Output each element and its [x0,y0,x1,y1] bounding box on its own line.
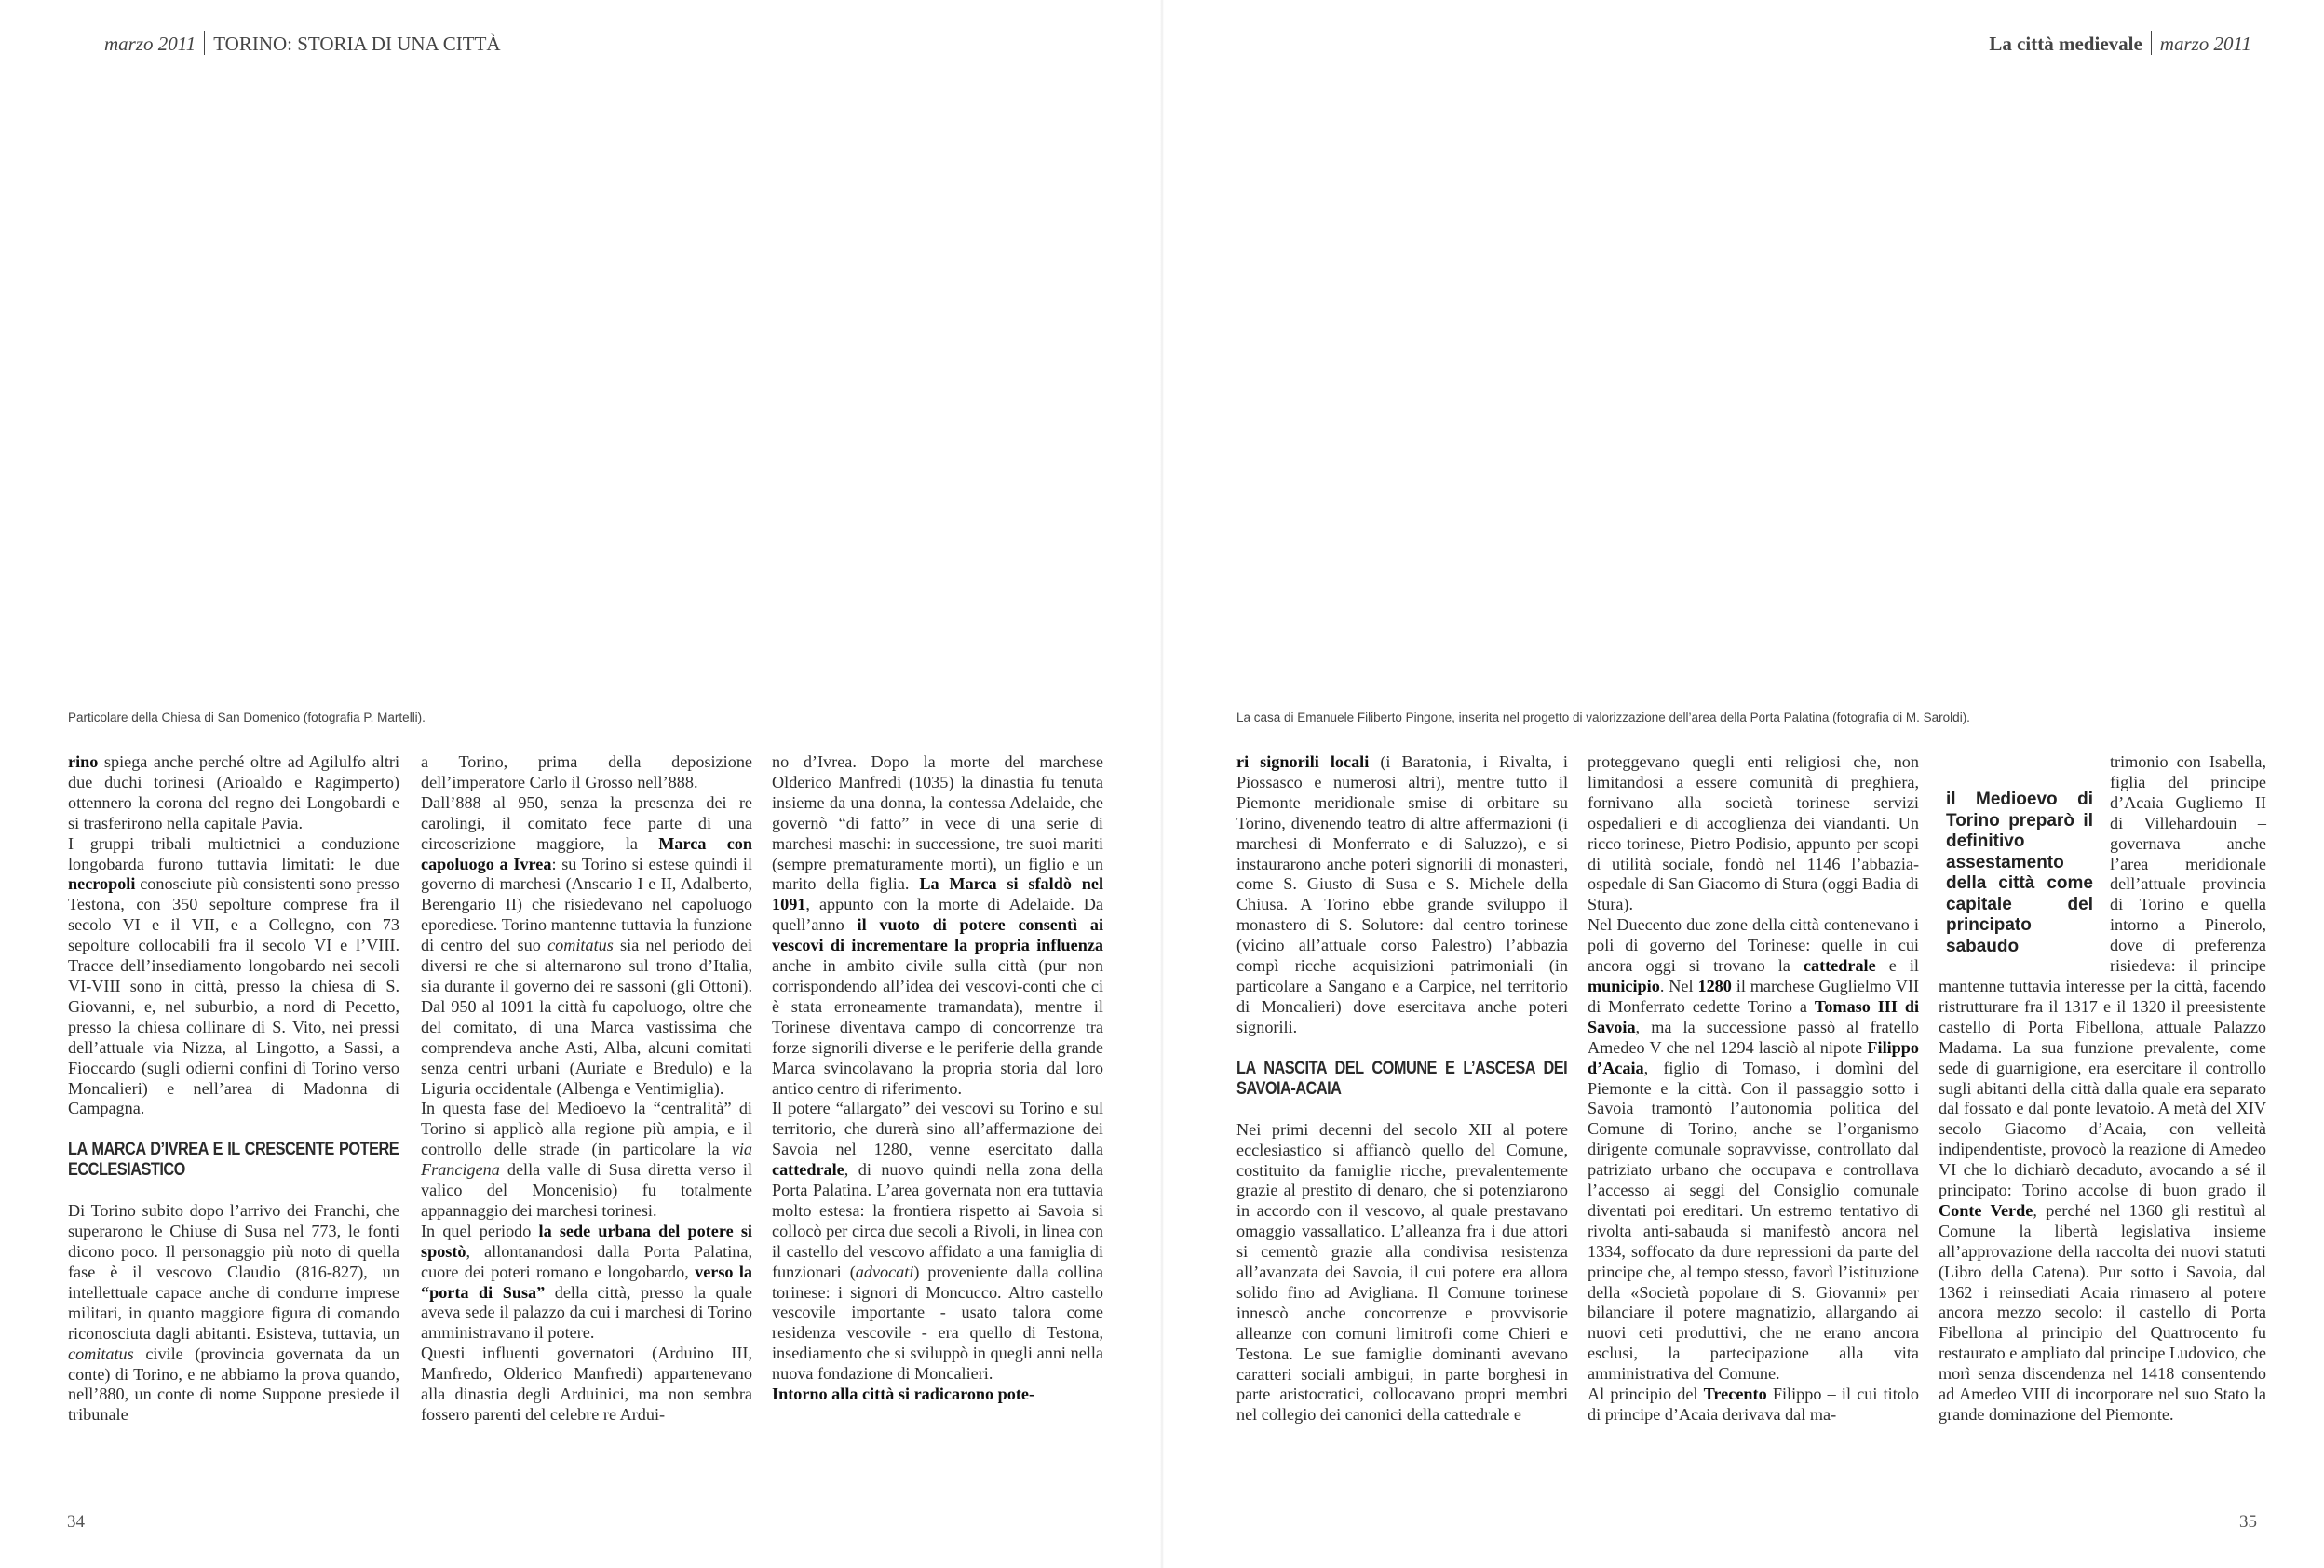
pull-quote: il Medioevo di Torino preparò il definitivo assestamento della città come capitale del principato sabaudo [1946,790,2093,956]
publication-title: TORINO: STORIA DI UNA CITTÀ [213,33,501,55]
emphasis: 1280 [1697,976,1732,995]
text-column-1 [68,752,399,1426]
text-column-3 [772,752,1103,1405]
paragraph: ri signorili locali (i Baratonia, i Rivalta, i Piossasco e numerosi altri), mentre tutto il Piemonte meridionale smise di orbitare su Torino, divenendo teatro di altre affermazioni (i marchesi di Monferrato e di Saluzzo), e si instaurarono anche poteri signorili di monasteri, come S. Giusto di Susa e S. Michele della Chiusa. A Torino ebbe grande sviluppo il monastero di S. Solutore: dal centro torinese (vicino all’attuale corso Palestro) l’abbazia compì ricche acquisizioni patrimoniali (in particolare a Sangano e a Carpice, nel territorio di Moncalieri) dove esercitava anche poteri signorili. [1236,752,1568,1036]
paragraph: proteggevano quegli enti religiosi che, non limitandosi a essere comunità di preghiera, fornivano alla società torinese servizi ospedalieri e di accoglienza dei viandanti. Un ricco torinese, Pietro Podisio, appunto per scopi di utilità sociale, fondò nel 1146 l’abbazia-ospedale di San Giacomo di Stura (oggi Badia di Stura). [1588,752,1919,914]
photo-caption: La casa di Emanuele Filiberto Pingone, inserita nel progetto di valorizzazione dell’area della Porta Palatina (fotografia di M. Saroldi). [1236,710,1970,724]
running-head-left [104,31,501,56]
photo-casa-pingone [1223,67,2261,700]
emphasis: Marca con capoluogo a Ivrea [421,833,752,873]
section-heading: LA MARCA D’IVREA E IL CRESCENTE POTERE ECCLESIASTICO [68,1140,399,1181]
emphasis: ri signorili locali [1236,752,1370,771]
page-number: 34 [67,1512,85,1532]
italic-term: comitatus [68,1344,134,1363]
section-heading: LA NASCITA DEL COMUNE E L’ASCESA DEI SAVOIA-ACAIA [1236,1058,1568,1099]
paragraph: no d’Ivrea. Dopo la morte del marchese Olderico Manfredi (1035) la dinastia fu tenuta insieme da una donna, la contessa Adelaide, che governò “di fatto” in vece di una serie di marchesi maschi: in successione, tre suoi mariti (sempre prematuramente morti), un figlio e un marito della figlia. La Marca si sfaldò nel 1091, appunto con la morte di Adelaide. Da quell’anno il vuoto di potere consentì ai vescovi di incrementare la propria influenza anche in ambito civile sulla città (pur non corrispondendo all’idea dei vescovi-conti che ci è stata erroneamente tramandata), mentre il Torinese diventava campo di concorrenze tra forze signorili diverse e le periferie della grande Marca svincolavano la propria storia dal loro antico centro di riferimento. [772,752,1104,1098]
page-number: 35 [2239,1512,2257,1532]
italic-term: comitatus [547,936,614,955]
emphasis: la sede urbana del potere si spostò [421,1221,752,1261]
issue-date: marzo 2011 [2159,33,2251,55]
emphasis: necropoli [68,874,136,894]
emphasis: rino [68,752,99,771]
divider [204,31,205,55]
paragraph: In quel periodo la sede urbana del potere si spostò, allontanandosi dalla Porta Palatina, cuore dei poteri romano e longobardo, verso la “porta di Susa” della città, presso la quale aveva sede il palazzo da cui i marchesi di Torino amministravano il potere. [421,1221,753,1343]
paragraph: Di Torino subito dopo l’arrivo dei Franchi, che superarono le Chiuse di Susa nel 773, le fonti dicono poco. Il personaggio più noto di quella fase è il vescovo Claudio (816-827), un intellettuale capace anche di condurre imprese militari, in quanto maggiore figura di comando riconosciuta dagli abitanti. Esisteva, tuttavia, un comitatus civile (provincia governata da un conte) di Torino, e ne abbiamo la prova quando, nell’880, un conte di nome Suppone presiede il tribunale [68,1201,399,1425]
right-page [1162,0,2324,1568]
running-head-right [1989,31,2251,56]
emphasis: verso la “porta di Susa” [421,1262,753,1302]
text-column-2 [1588,752,1919,1426]
emphasis: il vuoto di potere consentì ai vescovi di incrementare la propria influenza [772,915,1104,955]
emphasis: municipio [1588,976,1660,995]
paragraph: In questa fase del Medioevo la “centralità” di Torino si applicò alla regione più ampia, e il controllo delle strade (in particolare la via Francigena della valle di Susa diretta verso il valico del Moncenisio) fu totalmente appannaggio dei marchesi torinesi. [421,1099,752,1220]
photo-caption: Particolare della Chiesa di San Domenico (fotografia P. Martelli). [68,710,426,724]
emphasis: Intorno alla città si radicarono pote- [772,1385,1035,1404]
paragraph: a Torino, prima della deposizione dell’imperatore Carlo il Grosso nell’888. [421,752,752,791]
emphasis: Filippo d’Acaia [1588,1037,1919,1077]
paragraph: rino spiega anche perché oltre ad Agilulfo altri due duchi torinesi (Arioaldo e Ragimperto) ottennero la corona del regno dei Longobardi e si trasferirono nella capitale Pavia. [68,752,399,832]
paragraph: Nel Duecento due zone della città contenevano i poli di governo del Torinese: quelle in cui ancora oggi si trovano la cattedrale e il municipio. Nel 1280 il marchese Guglielmo VII di Monferrato cedette Torino a Tomaso III di Savoia, ma la successione passò al fratello Amedeo V che nel 1294 lasciò al nipote Filippo d’Acaia, figlio di Tomaso, i domìni del Piemonte e la città. Con il passaggio sotto i Savoia tramontò l’autonomia politica del Comune di Torino, anche se l’organismo dirigente comunale sopravvisse, controllato dal patriziato urbano che occupava e controllava l’accesso ai seggi del Consiglio comunale diventati poi ereditari. Un estremo tentativo di rivolta anti-sabauda si manifestò ancora nel 1334, soffocato da dure repressioni da parte del principe che, al tempo stesso, favorì l’istituzione della «Società popolare di S. Giovanni» per bilanciare il potere magnatizio, allargando ai nuovi ceti produttivi, che ne erano ancora esclusi, la partecipazione alla vita amministrativa del Comune. [1588,915,1919,1384]
paragraph: Questi influenti governatori (Arduino III, Manfredo, Olderico Manfredi) appartenevano alla dinastia degli Arduinici, ma non sembra fossero parenti del celebre re Ardui- [421,1344,752,1424]
divider [2151,31,2152,55]
italic-term: advocati [855,1262,914,1281]
paragraph: Il potere “allargato” dei vescovi su Torino e sul territorio, che durerà sino all’affermazione dei Savoia nel 1280, venne esercitato dalla cattedrale, di nuovo quindi nella zona della Porta Palatina. L’area governata non era tuttavia molto estesa: la frontiera rispetto ai Savoia si collocò per circa due secoli a Rivoli, in linea con il castello del vescovo affidato a una famiglia di funzionari (advocati) proveniente dalla collina torinese: i signori di Moncucco. Altro castello vescovile importante - usato talora come residenza vescovile - era quello di Testona, insediamento che si sviluppò in quegli anni nella nuova fondazione di Moncalieri. [772,1099,1103,1384]
emphasis: Tomaso III di Savoia [1588,996,1919,1036]
text-column-3 [1939,752,2266,1426]
paragraph: Al principio del Trecento Filippo – il cui titolo di principe d’Acaia derivava dal ma- [1588,1385,1920,1424]
emphasis: La Marca si sfaldò nel 1091 [772,874,1104,914]
emphasis: cattedrale [772,1160,844,1180]
text-column-1 [1236,752,1568,1426]
italic-term: via Francigena [421,1140,752,1180]
emphasis: Trecento [1703,1385,1767,1404]
paragraph: I gruppi tribali multietnici a conduzione longobarda furono tuttavia limitati: le due necropoli conosciute più consistenti sono presso Testona, con 350 sepolture comprese fra il secolo VI e il VII, e a Collegno, con 73 sepolture collocabili fra il secolo VI e l’VIII. Tracce dell’insediamento longobardo nei secoli VI-VIII sono in città, presso la chiesa di S. Giovanni, e, nel suburbio, a nord di Pecetto, presso la chiesa collinare di S. Vito, nei pressi dell’attuale via Nizza, al Lingotto, a Sassi, a Fioccardo (sugli odierni confini di Torino verso Moncalieri) e nell’area di Madonna di Campagna. [68,833,399,1118]
paragraph: trimonio con Isabella, figlia del principe d’Acaia Gugliemo II di Villehardouin – governava anche l’area meridionale dell’attuale provincia di Torino e quella intorno a Pinerolo, dove di preferenza risiedeva: il principe mantenne tuttavia interesse per la città, facendo ristrutturare fra il 1317 e il 1320 il preesistente castello di Porta Fibellona, attuale Palazzo Madama. La sua funzione prevalente, come sede di guarnigione, era esercitare il controllo sugli abitanti della città dalla quale era separato dal fossato e dal ponte levatoio. A metà del XIV secolo Giacomo d’Acaia, con velleità indipendentiste, provocò la reazione di Amedeo VI che lo dichiarò decaduto, avocando a sé il principato: Torino accolse di buon grado il Conte Verde, perché nel 1360 gli restituì al Comune la libertà legislativa insieme all’approvazione della raccolta dei nuovi statuti (Libro della Catena). Pur sotto i Savoia, dal 1362 i reinsediati Acaia rimasero al potere ancora mezzo secolo: il castello di Porta Fibellona al principio del Quattrocento fu restaurato e ampliato dal principe Ludovico, che morì senza discendenza nel 1418 consentendo ad Amedeo VIII di incorporare nel suo Stato la grande dominazione del Piemonte. [1939,752,2266,1424]
issue-date: marzo 2011 [104,33,196,55]
photo-san-domenico [61,67,1122,700]
paragraph: Dall’888 al 950, senza la presenza dei re carolingi, il comitato fece parte di una circoscrizione maggiore, la Marca con capoluogo a Ivrea: su Torino si estese quindi il governo di marchesi (Anscario I e II, Adalberto, Berengario II) che risiedevano nel capoluogo eporediese. Torino mantenne tuttavia la funzione di centro del suo comitatus sia nel periodo dei diversi re che si alternarono sul trono d’Italia, sia durante il governo dei re sassoni (gli Ottoni). Dal 950 al 1091 la città fu capoluogo, oltre che del comitato, di una Marca vastissima che comprendeva anche Asti, Alba, alcuni comitati senza centri urbani (Auriate e Bredulo) e la Liguria occidentale (Albenga e Ventimiglia). [421,792,753,1098]
section-name: La città medievale [1989,33,2142,55]
emphasis: Conte Verde [1939,1200,2034,1220]
emphasis: cattedrale [1803,956,1876,976]
paragraph [772,1385,1103,1405]
paragraph: Nei primi decenni del secolo XII al potere ecclesiastico si affiancò quello del Comune, costituito da famiglie ricche, prevalentemente grazie al prestito di denaro, che si potenziarono in accordo con il vescovo, al quale prestavano omaggio vassallatico. L’alleanza fra i due attori si cementò grazie alla condivisa resistenza all’avanzata dei Savoia, il cui potere era allora solido fino ad Avigliana. Il Comune torinese innescò anche concorrenze e provvisorie alleanze con comuni limitrofi come Chieri e Testona. Le sue famiglie dominanti avevano caratteri sociali ambigui, in parte borghesi in parte aristocratici, collocavano propri membri nel collegio dei canonici della cattedrale e [1236,1119,1568,1425]
text-column-2 [421,752,752,1426]
